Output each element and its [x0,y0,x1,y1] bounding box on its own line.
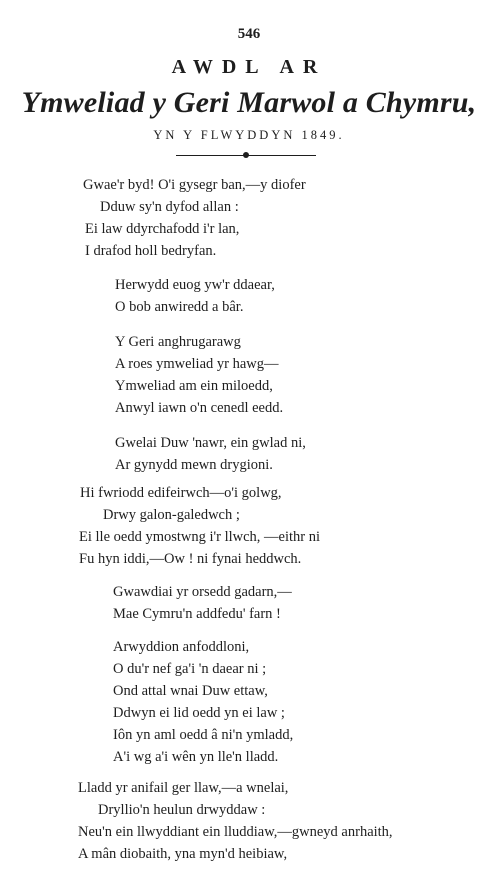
poem-line: Gwawdiai yr orsedd gadarn,— [113,584,292,600]
poem-line: Ddwyn ei lid oedd yn ei law ; [113,705,285,721]
poem-line: A'i wg a'i wên yn lle'n lladd. [113,749,279,765]
poem-line: Fu hyn iddi,—Ow ! ni fynai heddwch. [79,551,302,567]
poem-line: I drafod holl bedryfan. [85,243,217,259]
poem-line: Gwelai Duw 'nawr, ein gwlad ni, [115,435,306,451]
poem-line: Dryllio'n heulun drwyddaw : [98,802,266,818]
poem-line: Dduw sy'n dyfod allan : [100,199,239,215]
poem-line: Ar gynydd mewn drygioni. [115,457,273,473]
poem-title: AWDL AR [171,56,327,78]
poem-line: Anwyl iawn o'n cenedl eedd. [115,400,284,416]
poem-line: A roes ymweliad yr hawg— [115,356,279,372]
poem-line: Ei law ddyrchafodd i'r lan, [85,221,240,237]
poem-line: Lladd yr anifail ger llaw,—a wnelai, [78,780,289,796]
poem-line: O du'r nef ga'i 'n daear ni ; [113,661,267,677]
poem-line: Y Geri anghrugarawg [115,334,241,350]
poem-line: Herwydd euog yw'r ddaear, [115,277,275,293]
poem-line: Ymweliad am ein miloedd, [115,378,273,394]
poem-line: Hi fwriodd edifeirwch—o'i golwg, [80,485,282,501]
poem-title-blackletter: Ymweliad y Geri Marwol a Chymru, [21,86,477,119]
poem-line: Iôn yn aml oedd â ni'n ymladd, [113,727,294,743]
poem-line: A mân diobaith, yna myn'd heibiaw, [78,846,288,862]
poem-line: Drwy galon-galedwch ; [103,507,240,523]
poem-line: Ei lle oedd ymostwng i'r llwch, —eithr ni [79,529,321,545]
divider-ornament [243,152,249,158]
poem-line: Gwae'r byd! O'i gysegr ban,—y diofer [83,177,306,193]
poem-line: Arwyddion anfoddloni, [113,639,250,655]
poem-line: Neu'n ein llwyddiant ein lluddiaw,—gwneyd anrhaith, [78,824,393,840]
poem-line: O bob anwiredd a bâr. [115,299,244,315]
poem-subtitle: YN Y FLWYDDYN 1849. [153,128,345,142]
page-number: 546 [237,26,261,42]
poem-line: Mae Cymru'n addfedu' farn ! [113,606,281,622]
poem-line: Ond attal wnai Duw ettaw, [113,683,268,699]
